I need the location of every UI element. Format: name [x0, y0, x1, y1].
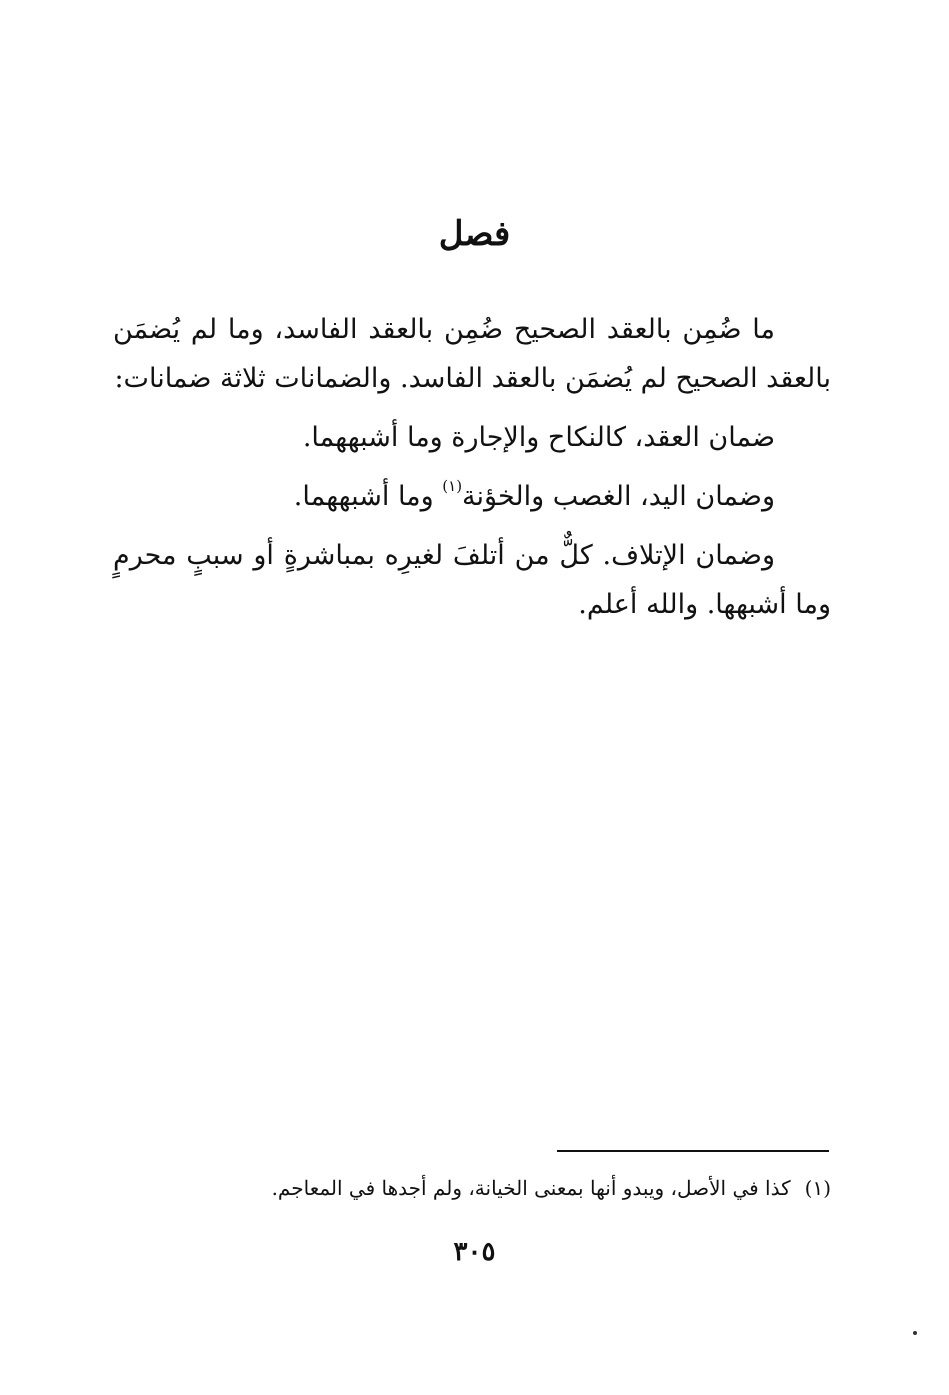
- guarantee-hand-text-end: وما أشبههما.: [293, 481, 443, 512]
- scan-speck: [913, 1331, 917, 1335]
- footnote-marker: (١): [804, 1176, 831, 1200]
- footnote-text: كذا في الأصل، ويبدو أنها بمعنى الخيانة، ولم أجدها في المعاجم.: [271, 1176, 791, 1200]
- guarantee-contract-paragraph: ضمان العقد، كالنكاح والإجارة وما أشبههما.: [302, 422, 775, 453]
- guarantee-hand-paragraph: [113, 472, 831, 521]
- footnote: [113, 1170, 831, 1206]
- guarantee-hand-text: وضمان اليد، الغصب والخؤنة: [462, 481, 775, 512]
- main-text: [113, 305, 831, 629]
- guarantee-destruction-paragraph: وضمان الإتلاف. كلٌّ من أتلفَ لغيرِه بمباشرةٍ أو سببٍ محرمٍ وما أشبهها. والله أعلم.: [113, 540, 831, 620]
- section-heading: فصل: [438, 214, 511, 254]
- footnote-divider: [557, 1150, 829, 1152]
- footnote-reference[interactable]: (١): [442, 477, 463, 495]
- page-number: ٣٠٥: [453, 1237, 496, 1267]
- intro-paragraph: ما ضُمِن بالعقد الصحيح ضُمِن بالعقد الفاسد، وما لم يُضمَن بالعقد الصحيح لم يُضمَن بالعقد الفاسد. والضمانات ثلاثة ضمانات:: [113, 314, 831, 394]
